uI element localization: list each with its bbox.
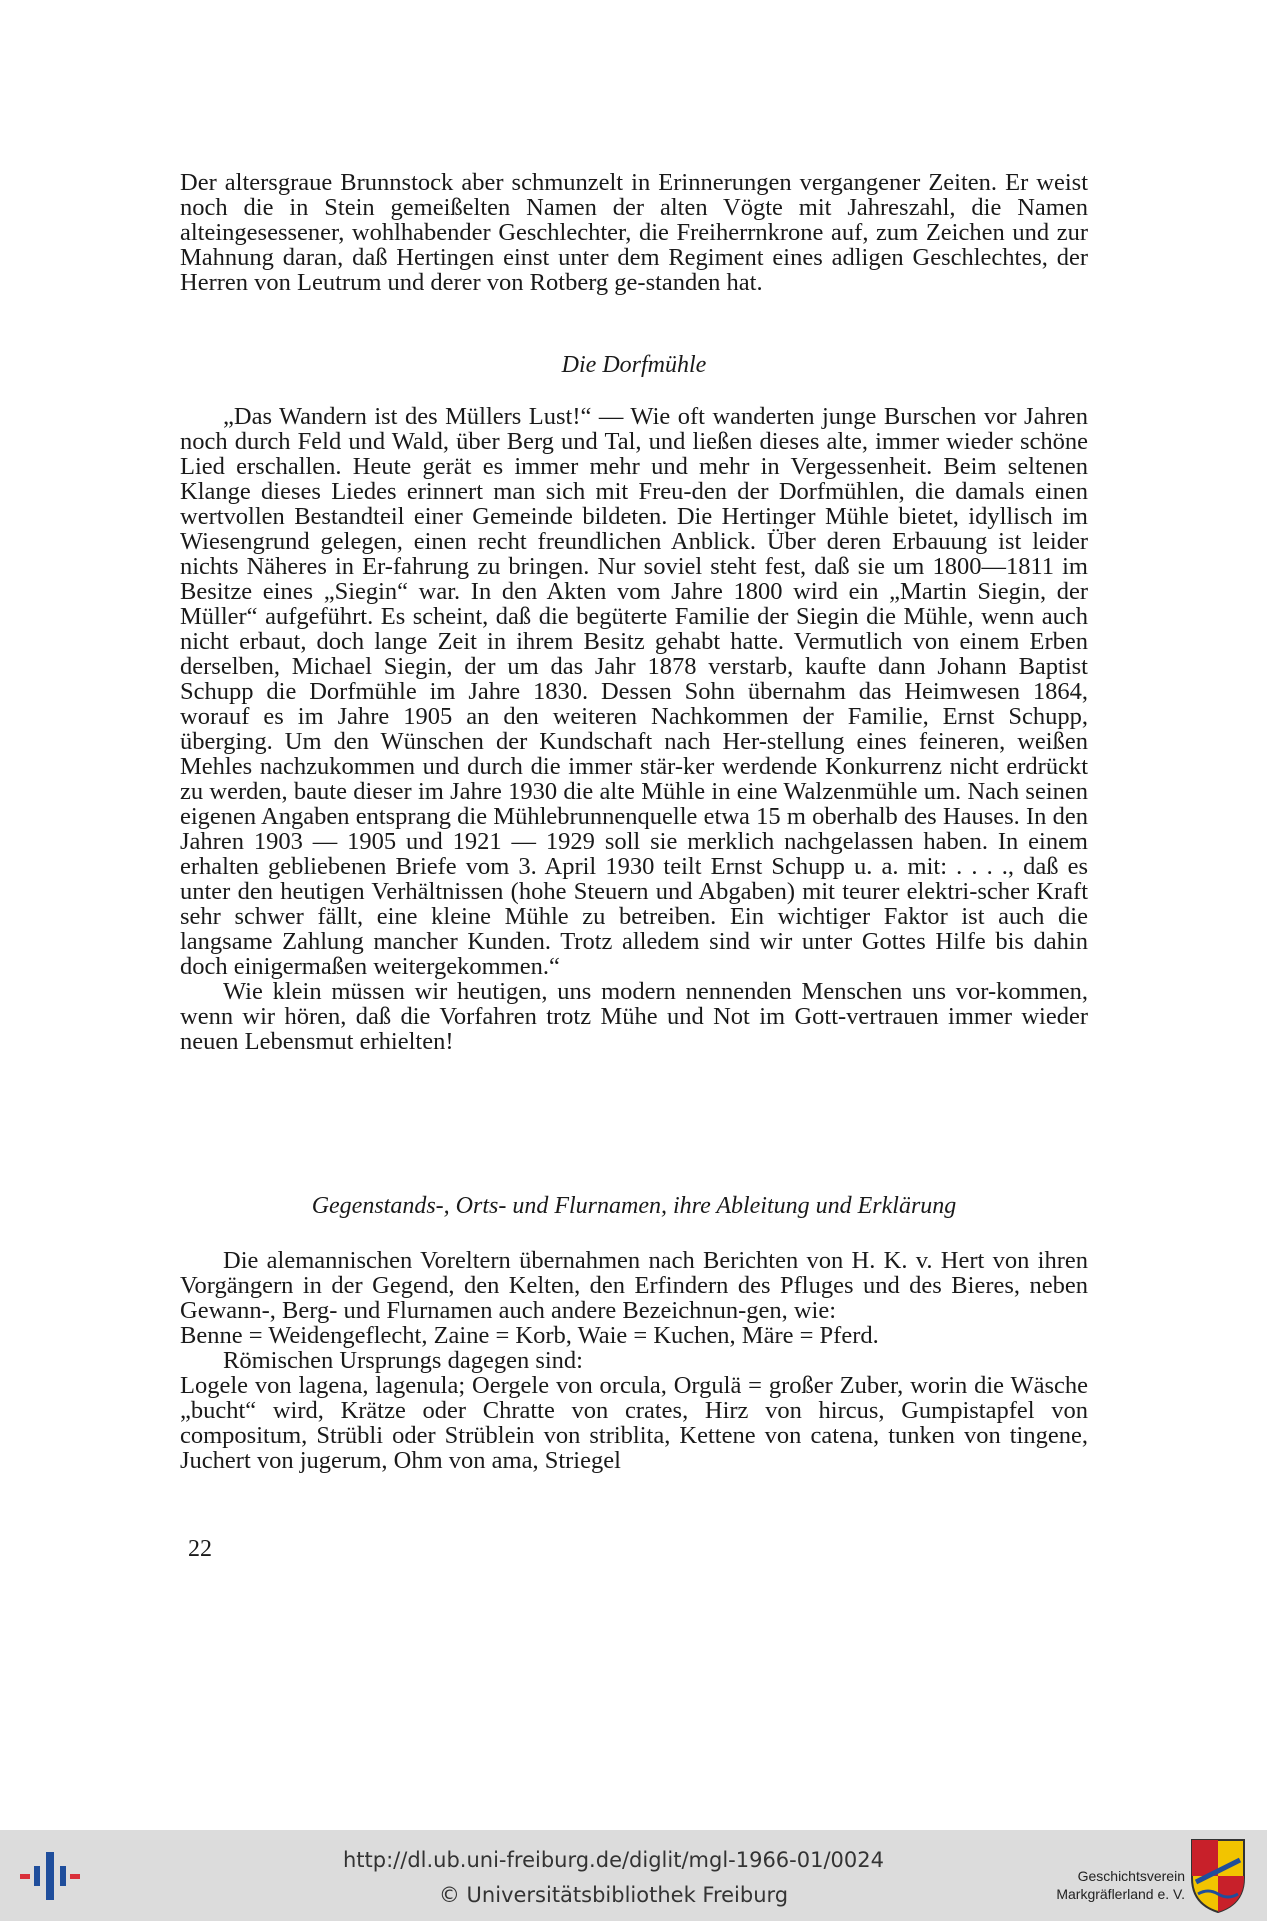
intro-text	[180, 170, 1088, 295]
page-number: 22	[188, 1536, 212, 1562]
coat-of-arms-icon[interactable]	[1190, 1838, 1246, 1914]
heading-dorfmuehle: Die Dorfmühle	[561, 352, 707, 378]
section-2-paragraph-1: Die alemannischen Voreltern übernahmen nach Berichten von H. K. v. Hert von ihren Vorgängern in der Gegend, den Kelten, den Erfindern des Pfluges und des Bieres, neben Gewann-, Berg- und Flurnamen auch andere Bezeichnun-gen, wie:	[180, 1247, 1088, 1324]
section-2-paragraph-2: Logele von lagena, lagenula; Oergele von orcula, Orgulä = großer Zuber, worin die Wäsche „bucht“ wird, Krätze oder Chratte von crates, Hirz von hircus, Gumpistapfel von compositum, Strübli oder Strüblein von striblita, Kettene von catena, tunken von tingene, Juchert von jugerum, Ohm von ama, Striegel	[180, 1372, 1088, 1474]
section-2-line-benne: Benne = Weidengeflecht, Zaine = Korb, Waie = Kuchen, Märe = Pferd.	[180, 1322, 879, 1349]
section-1-paragraph-2: Wie klein müssen wir heutigen, uns modern nennenden Menschen uns vor-kommen, wenn wir hören, daß die Vorfahren trotz Mühe und Not im Gott-vertrauen immer wieder neuen Lebensmut erhielten!	[180, 978, 1088, 1055]
society-line-1: Geschichtsverein	[1077, 1868, 1185, 1884]
footer-copyright: © Universitätsbibliothek Freiburg	[438, 1883, 789, 1907]
society-name[interactable]	[1015, 1867, 1185, 1903]
society-line-2: Markgräflerland e. V.	[1056, 1886, 1185, 1902]
heading-flurnamen: Gegenstands-, Orts- und Flurnamen, ihre Ableitung und Erklärung	[311, 1193, 957, 1219]
footer-url-link[interactable]: http://dl.ub.uni-freiburg.de/diglit/mgl-1966-01/0024	[342, 1848, 884, 1872]
footer-bar	[0, 1830, 1267, 1921]
section-1-paragraph-1: „Das Wandern ist des Müllers Lust!“ — Wie oft wanderten junge Burschen vor Jahren noch durch Feld und Wald, über Berg und Tal, und ließen dieses alte, immer wieder schöne Lied erschallen. Heute gerät es immer mehr und mehr in Vergessenheit. Beim seltenen Klange dieses Liedes erinnert man sich mit Freu-den der Dorfmühlen, die damals einen wertvollen Bestandteil einer Gemeinde bildeten. Die Hertinger Mühle bietet, idyllisch im Wiesengrund gelegen, einen recht freundlichen Anblick. Über deren Erbauung ist leider nichts Näheres in Er-fahrung zu bringen. Nur soviel steht fest, daß sie um 1800—1811 im Besitze eines „Siegin“ war. In den Akten vom Jahre 1800 wird ein „Martin Siegin, der Müller“ aufgeführt. Es scheint, daß die begüterte Familie der Siegin die Mühle, wenn auch nicht erbaut, doch lange Zeit in ihrem Besitz gehabt hatte. Vermutlich von einem Erben derselben, Michael Siegin, der um das Jahr 1878 verstarb, kaufte dann Johann Baptist Schupp die Dorfmühle im Jahre 1830. Dessen Sohn übernahm das Heimwesen 1864, worauf es im Jahre 1905 an den weiteren Nachkommen der Familie, Ernst Schupp, überging. Um den Wünschen der Kundschaft nach Her-stellung eines feineren, weißen Mehles nachzukommen und durch die immer stär-ker werdende Konkurrenz nicht erdrückt zu werden, baute dieser im Jahre 1930 die alte Mühle in eine Walzenmühle um. Nach seinen eigenen Angaben entsprang die Mühlebrunnenquelle etwa 15 m oberhalb des Hauses. In den Jahren 1903 — 1905 und 1921 — 1929 soll sie merklich nachgelassen haben. In einem erhalten gebliebenen Briefe vom 3. April 1930 teilt Ernst Schupp u. a. mit: . . . ., daß es unter den heutigen Verhältnissen (hohe Steuern und Abgaben) mit teurer elektri-scher Kraft sehr schwer fällt, eine kleine Mühle zu betreiben. Ein wichtiger Faktor ist auch die langsame Zahlung mancher Kunden. Trotz alledem sind wir unter Gottes Hilfe bis dahin doch einigermaßen weitergekommen.“	[180, 403, 1088, 980]
section-2-line-roman: Römischen Ursprungs dagegen sind:	[223, 1347, 583, 1374]
section-flurnamen	[180, 1248, 1088, 1473]
intro-paragraph: Der altersgraue Brunnstock aber schmunzelt in Erinnerungen vergangener Zeiten. Er weist noch die in Stein gemeißelten Namen der alten Vögte mit Jahreszahl, die Namen alteingesessener, wohlhabender Geschlechter, die Freiherrnkrone auf, zum Zeichen und zur Mahnung daran, daß Hertingen einst unter dem Regiment eines adligen Geschlechtes, der Herren von Leutrum und derer von Rotberg ge-standen hat.	[180, 169, 1088, 296]
section-dorfmuehle	[180, 404, 1088, 1054]
